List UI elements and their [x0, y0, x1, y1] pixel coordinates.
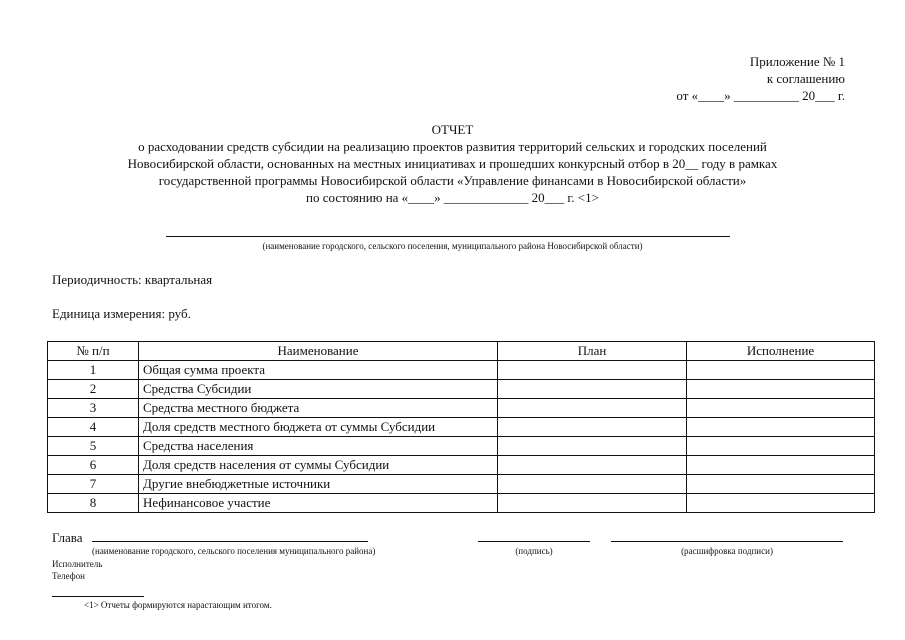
row-number: 8 [48, 494, 139, 513]
footnote-separator [52, 596, 144, 597]
report-title [0, 121, 905, 206]
signature-decode-caption: (расшифровка подписи) [681, 546, 773, 556]
row-name: Доля средств населения от суммы Субсидии [139, 456, 498, 475]
appendix-agreement: к соглашению [766, 71, 845, 86]
row-name: Доля средств местного бюджета от суммы Субсидии [139, 418, 498, 437]
row-number: 1 [48, 361, 139, 380]
report-title-line-1: о расходовании средств субсидии на реализацию проектов развития территорий сельских и городских поселений [138, 139, 767, 154]
row-name: Средства местного бюджета [139, 399, 498, 418]
report-table [47, 341, 875, 513]
table-row [48, 494, 875, 513]
table-row [48, 380, 875, 399]
table-header-row [48, 342, 875, 361]
signature-line[interactable] [478, 541, 590, 542]
head-name-line[interactable] [92, 541, 368, 542]
row-name: Средства Субсидии [139, 380, 498, 399]
table-body [48, 361, 875, 513]
appendix-date: от «____» __________ 20___ г. [676, 88, 845, 103]
row-name: Нефинансовое участие [139, 494, 498, 513]
settlement-caption: (наименование городского, сельского поселения, муниципального района Новосибирской области) [262, 241, 643, 251]
row-name: Общая сумма проекта [139, 361, 498, 380]
header-name: Наименование [139, 342, 498, 361]
row-number: 6 [48, 456, 139, 475]
row-execution-cell[interactable] [687, 475, 875, 494]
row-name: Средства населения [139, 437, 498, 456]
row-plan-cell[interactable] [498, 437, 687, 456]
report-title-line-4: по состоянию на «____» _____________ 20___ г. <1> [306, 190, 599, 205]
footnote: <1> Отчеты формируются нарастающим итогом. [84, 600, 272, 610]
head-label: Глава [52, 530, 83, 545]
unit-of-measure: Единица измерения: руб. [52, 306, 191, 321]
row-number: 7 [48, 475, 139, 494]
row-execution-cell[interactable] [687, 399, 875, 418]
row-number: 4 [48, 418, 139, 437]
header-number: № п/п [48, 342, 139, 361]
periodicity: Периодичность: квартальная [52, 272, 213, 287]
row-execution-cell[interactable] [687, 380, 875, 399]
row-execution-cell[interactable] [687, 418, 875, 437]
row-execution-cell[interactable] [687, 456, 875, 475]
appendix-header [676, 53, 845, 104]
row-execution-cell[interactable] [687, 361, 875, 380]
header-execution: Исполнение [687, 342, 875, 361]
row-plan-cell[interactable] [498, 380, 687, 399]
table-row [48, 418, 875, 437]
table-row [48, 361, 875, 380]
row-number: 3 [48, 399, 139, 418]
head-caption: (наименование городского, сельского поселения муниципального района) [92, 546, 376, 556]
report-title-line-2: Новосибирской области, основанных на местных инициативах и прошедших конкурсный отбор в 20__ году в рамках [127, 156, 778, 171]
row-execution-cell[interactable] [687, 494, 875, 513]
report-heading: ОТЧЕТ [431, 122, 474, 137]
row-plan-cell[interactable] [498, 418, 687, 437]
row-plan-cell[interactable] [498, 456, 687, 475]
settlement-line[interactable] [166, 236, 730, 237]
row-number: 2 [48, 380, 139, 399]
row-number: 5 [48, 437, 139, 456]
signature-decode-line[interactable] [611, 541, 843, 542]
appendix-number: Приложение № 1 [749, 54, 845, 69]
row-name: Другие внебюджетные источники [139, 475, 498, 494]
signature-caption: (подпись) [515, 546, 553, 556]
executor-label: Исполнитель [52, 559, 103, 569]
row-plan-cell[interactable] [498, 399, 687, 418]
table-row [48, 399, 875, 418]
row-plan-cell[interactable] [498, 361, 687, 380]
table-row [48, 475, 875, 494]
report-title-line-3: государственной программы Новосибирской области «Управление финансами в Новосибирской области» [158, 173, 747, 188]
row-plan-cell[interactable] [498, 494, 687, 513]
header-plan: План [498, 342, 687, 361]
table-row [48, 437, 875, 456]
phone-label: Телефон [52, 571, 85, 581]
row-plan-cell[interactable] [498, 475, 687, 494]
table-row [48, 456, 875, 475]
row-execution-cell[interactable] [687, 437, 875, 456]
